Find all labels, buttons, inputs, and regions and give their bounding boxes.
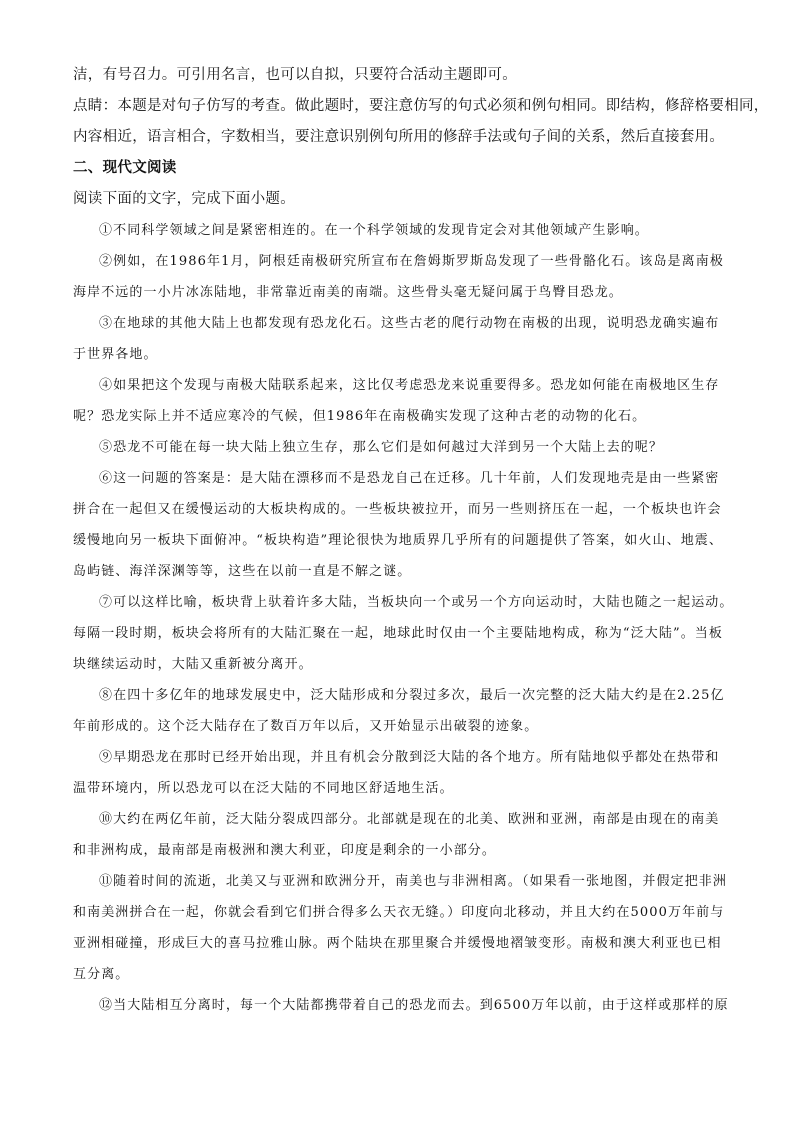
answer-text-line: 洁，有号召力。可引用名言，也可以自拟，只要符合活动主题即可。	[73, 67, 517, 83]
passage-paragraph	[73, 742, 721, 804]
reading-instruction: 阅读下面的文字，完成下面小题。	[73, 191, 295, 207]
paragraph-line: 温带环境内，所以恐龙可以在泛大陆的不同地区舒适地生活。	[73, 781, 454, 796]
paragraph-line: ④如果把这个发现与南极大陆联系起来，这比仅考虑恐龙来说重要得多。恐龙如何能在南极地区生存	[99, 378, 720, 393]
passage-paragraph	[73, 990, 729, 1021]
paragraph-line: ⑪随着时间的流逝，北美又与亚洲和欧洲分开，南美也与非洲相离。（如果看一张地图，并假定把非洲	[99, 874, 728, 889]
paragraph-line: ⑤恐龙不可能在每一块大陆上独立生存，那么它们是如何越过大洋到另一个大陆上去的呢？	[99, 440, 664, 455]
passage-paragraph	[73, 587, 734, 680]
passage-paragraph	[73, 432, 721, 463]
paragraph-line: 和南美洲拼合在一起，你就会看到它们拼合得多么天衣无缝。）印度向北移动，并且大约在5000万年前与	[73, 905, 725, 920]
paragraph-line: ⑨早期恐龙在那时已经开始出现，并且有机会分散到泛大陆的各个地方。所有陆地似乎都处在热带和	[99, 750, 720, 765]
passage-paragraph	[73, 804, 721, 866]
passage-paragraph	[73, 866, 728, 990]
paragraph-line: ①不同科学领域之间是紧密相连的。在一个科学领域的发现肯定会对其他领域产生影响。	[99, 223, 649, 238]
paragraph-line: 海岸不远的一小片冰冻陆地，非常靠近南美的南端。这些骨头毫无疑问属于鸟臀目恐龙。	[73, 285, 623, 300]
paragraph-line: 每隔一段时期，板块会将所有的大陆汇聚在一起，地球此时仅由一个主要陆地构成，称为“泛大陆”。当板	[73, 626, 723, 641]
paragraph-line: 于世界各地。	[73, 347, 158, 362]
passage-paragraph	[73, 215, 721, 246]
paragraph-line: 呢？恐龙实际上并不适应寒冷的气候，但1986年在南极确实发现了这种古老的动物的化石。	[73, 409, 647, 424]
paragraph-line: 拼合在一起但又在缓慢运动的大板块构成的。一些板块被拉开，而另一些则挤压在一起，一个板块也许会	[73, 502, 722, 517]
reading-passage	[73, 215, 734, 1021]
paragraph-line: ⑫当大陆相互分离时，每一个大陆都携带着自己的恐龙而去。到6500万年以前，由于这样或那样的原	[99, 998, 729, 1013]
analysis-text-line: 内容相近，语言相合，字数相当，要注意识别例句所用的修辞手法或句子间的关系，然后直接套用。	[73, 129, 725, 145]
paragraph-line: 和非洲构成，最南部是南极洲和澳大利亚，印度是剩余的一小部分。	[73, 843, 497, 858]
paragraph-line: ⑧在四十多亿年的地球发展史中，泛大陆形成和分裂过多次，最后一次完整的泛大陆大约是在2.25亿	[99, 688, 725, 703]
paragraph-line: ③在地球的其他大陆上也都发现有恐龙化石。这些古老的爬行动物在南极的出现，说明恐龙确实遍布	[99, 316, 720, 331]
paragraph-line: 缓慢地向另一板块下面俯冲。“板块构造”理论很快为地质界几乎所有的问题提供了答案，如火山、地震、	[73, 533, 723, 548]
paragraph-line: ⑩大约在两亿年前，泛大陆分裂成四部分。北部就是现在的北美、欧洲和亚洲，南部是由现在的南美	[99, 812, 720, 827]
analysis-text-line: 点睛：本题是对句子仿写的考查。做此题时，要注意仿写的句式必须和例句相同。即结构，修辞格要相同，	[73, 98, 769, 114]
passage-paragraph	[73, 463, 721, 587]
paragraph-line: 块继续运动时，大陆又重新被分离开。	[73, 657, 313, 672]
passage-paragraph	[73, 370, 721, 432]
section-heading: 二、现代文阅读	[73, 160, 177, 176]
paragraph-line: 岛屿链、海洋深渊等等，这些在以前一直是不解之谜。	[73, 564, 412, 579]
document-page	[73, 60, 769, 1021]
passage-paragraph	[73, 246, 724, 308]
paragraph-line: 互分离。	[73, 967, 130, 982]
paragraph-line: ⑥这一问题的答案是：是大陆在漂移而不是恐龙自己在迁移。几十年前，人们发现地壳是由一些紧密	[99, 471, 720, 486]
paragraph-line: 亚洲相碰撞，形成巨大的喜马拉雅山脉。两个陆块在那里聚合并缓慢地褶皱变形。南极和澳大利亚也已相	[73, 936, 722, 951]
passage-paragraph	[73, 308, 721, 370]
passage-paragraph	[73, 680, 725, 742]
paragraph-line: 年前形成的。这个泛大陆存在了数百万年以后，又开始显示出破裂的迹象。	[73, 719, 539, 734]
paragraph-line: ⑦可以这样比喻，板块背上驮着许多大陆，当板块向一个或另一个方向运动时，大陆也随之一起运动。	[99, 595, 734, 610]
paragraph-line: ②例如，在1986年1月，阿根廷南极研究所宣布在詹姆斯罗斯岛发现了一些骨骼化石。该岛是离南极	[99, 254, 724, 269]
